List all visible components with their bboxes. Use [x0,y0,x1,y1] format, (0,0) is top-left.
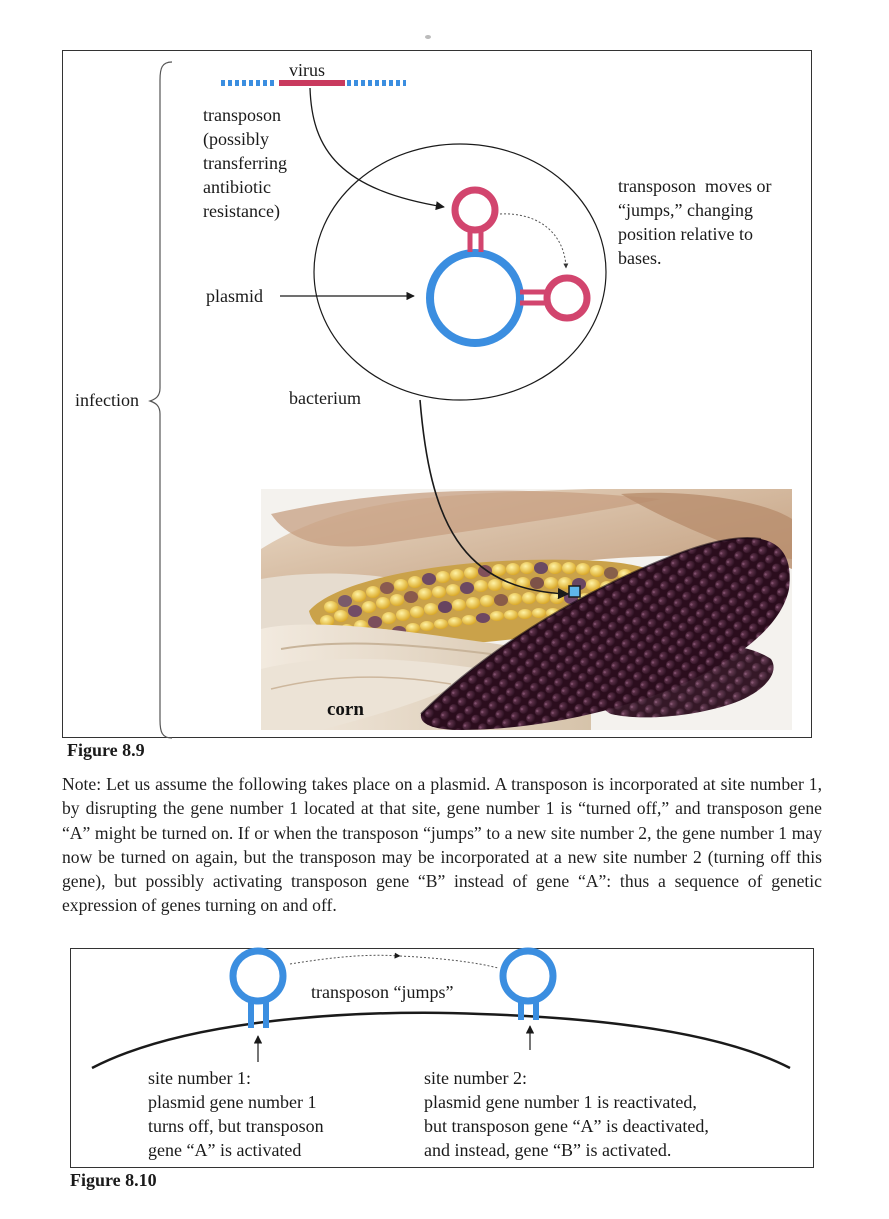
infection-label: infection [75,390,139,410]
corn-label: corn [327,699,364,720]
plasmid-ring [430,253,520,343]
transposon-moves-label [618,174,771,270]
jump-arrow-2 [290,955,400,964]
jump-arrow [500,214,566,268]
site-1-line: site number 1: [148,1068,251,1088]
transposon-label-line: antibiotic [203,177,271,197]
bacterium-to-corn-arrow [420,400,568,594]
site-1-description [148,1066,324,1162]
moves-label-line: bases. [618,248,662,268]
site-1-line: turns off, but transposon [148,1116,324,1136]
virus-label: virus [289,60,325,80]
transposon-label-line: resistance) [203,201,280,221]
figure-8-10-caption: Figure 8.10 [70,1170,157,1190]
plasmid-arc [92,1013,790,1068]
site-2-description [424,1066,709,1162]
site-1-line: plasmid gene number 1 [148,1092,317,1112]
transposon-label-line: transposon [203,105,281,125]
site-2-line: but transposon gene “A” is deactivated, [424,1116,709,1136]
site-1-line: gene “A” is activated [148,1140,302,1160]
figure-8-9-caption: Figure 8.9 [67,740,145,760]
transposon-label [203,103,287,223]
transposon-site-1 [233,951,283,1028]
moves-label-line: transposon moves or [618,176,772,196]
site-2-line: site number 2: [424,1068,527,1088]
infection-brace [150,62,172,738]
bacterium-label: bacterium [289,388,361,408]
transposon-right [520,278,587,318]
note-paragraph: Note: Let us assume the following takes place on a plasmid. A transposon is incorporated at site number 1, by disrupting the gene number 1 located at that site, gene number 1 is “turned off,” and transposon gene “A” might be turned on. If or when the transposon “jumps” to a new site number 2, the gene number 1 may now be turned on again, but the transposon may be incorporated at a new site number 2 (turning off this gene), but possibly activating transposon gene “B” instead of gene “A”: thus a sequence of genetic expression of genes turning on and off. [62,774,822,916]
site-2-line: and instead, gene “B” is activated. [424,1140,672,1160]
jump-arrow-2-tail [400,956,498,968]
transposon-top [455,190,495,252]
transposon-site-2 [503,951,553,1020]
transposon-label-line: (possibly [203,129,270,149]
transposon-label-line: transferring [203,153,287,173]
site-2-line: plasmid gene number 1 is reactivated, [424,1092,697,1112]
moves-label-line: position relative to [618,224,753,244]
moves-label-line: “jumps,” changing [618,200,753,220]
transposon-jumps-label: transposon “jumps” [311,982,454,1002]
plasmid-label: plasmid [206,286,263,306]
bacterium-cell [314,144,606,400]
